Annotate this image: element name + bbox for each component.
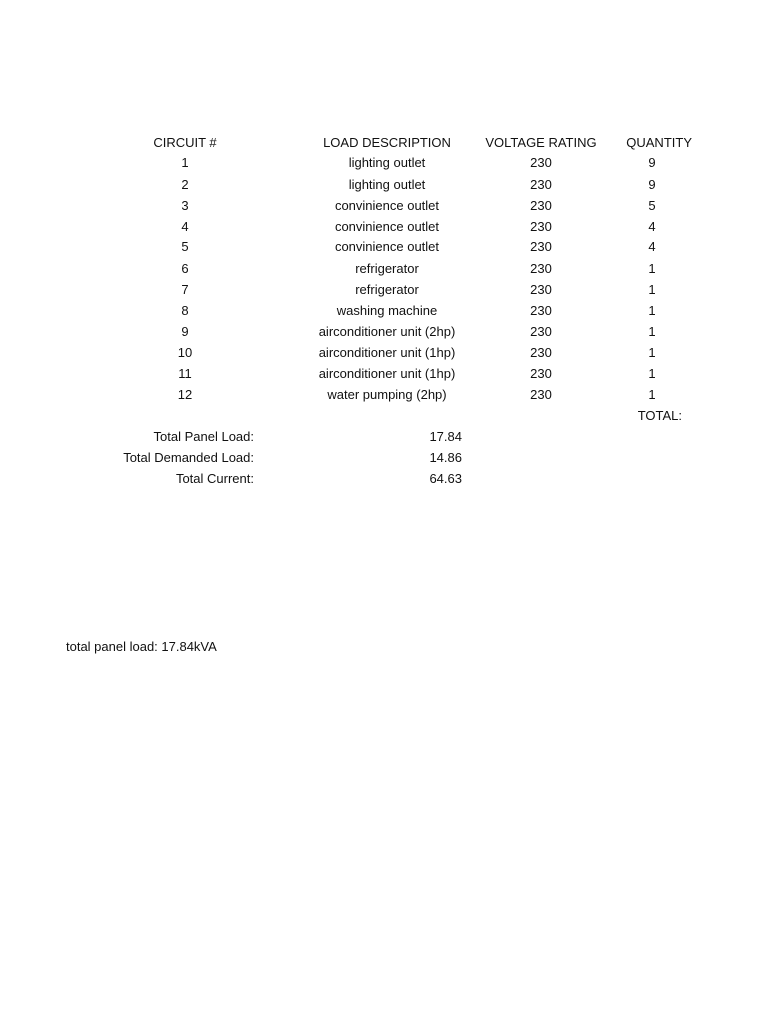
circuit-number: 4 — [181, 218, 189, 234]
load-description: washing machine — [336, 302, 438, 318]
header-circuit: CIRCUIT # — [153, 135, 217, 150]
quantity: 1 — [648, 365, 656, 381]
load-description: convinience outlet — [334, 218, 440, 234]
summary-row — [0, 448, 768, 468]
header-load-description: LOAD DESCRIPTION — [323, 135, 451, 150]
header-voltage-rating: VOLTAGE RATING — [485, 135, 597, 150]
summary-label-total-current: Total Current: — [175, 471, 254, 486]
voltage-rating: 230 — [530, 155, 552, 170]
load-description: refrigerator — [355, 281, 419, 297]
load-description: airconditioner unit (1hp) — [318, 344, 456, 360]
circuit-number: 11 — [178, 365, 192, 381]
table-row — [0, 364, 768, 384]
table-row — [0, 196, 768, 216]
quantity: 1 — [648, 260, 656, 276]
header-quantity: QUANTITY — [626, 135, 692, 150]
table-row — [0, 385, 768, 405]
quantity: 1 — [648, 323, 656, 339]
load-description: lighting outlet — [348, 176, 426, 192]
table-row — [0, 217, 768, 237]
table-row — [0, 175, 768, 195]
circuit-number: 7 — [181, 281, 189, 297]
quantity: 1 — [648, 344, 656, 360]
table-row — [0, 343, 768, 363]
quantity: 1 — [648, 302, 656, 318]
voltage-rating: 230 — [530, 197, 552, 213]
summary-label-total-demanded-load: Total Demanded Load: — [123, 450, 254, 465]
circuit-number: 2 — [181, 176, 189, 192]
load-description: lighting outlet — [348, 155, 426, 170]
quantity: 4 — [648, 218, 656, 234]
circuit-number: 10 — [177, 344, 193, 360]
circuit-number: 9 — [181, 323, 189, 339]
table-row — [0, 322, 768, 342]
load-description: airconditioner unit (1hp) — [318, 365, 456, 381]
load-description: airconditioner unit (2hp) — [318, 323, 456, 339]
quantity: 1 — [648, 387, 656, 402]
voltage-rating: 230 — [530, 239, 552, 254]
quantity: 4 — [648, 239, 656, 254]
total-label: TOTAL: — [637, 408, 682, 423]
summary-row — [0, 469, 768, 489]
total-panel-load-note: total panel load: 17.84kVA — [66, 639, 217, 654]
voltage-rating: 230 — [530, 344, 552, 360]
voltage-rating: 230 — [530, 323, 552, 339]
table-total-row — [0, 406, 768, 426]
voltage-rating: 230 — [530, 365, 552, 381]
summary-value-total-demanded-load: 14.86 — [429, 450, 462, 465]
voltage-rating: 230 — [530, 260, 552, 276]
table-header-row — [0, 133, 768, 153]
voltage-rating: 230 — [530, 387, 552, 402]
quantity: 9 — [648, 155, 656, 170]
quantity: 5 — [648, 197, 656, 213]
circuit-number: 12 — [177, 387, 193, 402]
summary-row — [0, 427, 768, 447]
circuit-number: 3 — [181, 197, 189, 213]
voltage-rating: 230 — [530, 176, 552, 192]
load-description: convinience outlet — [334, 197, 440, 213]
summary-value-total-current: 64.63 — [429, 471, 462, 486]
voltage-rating: 230 — [530, 218, 552, 234]
quantity: 1 — [648, 281, 656, 297]
summary-value-total-panel-load: 17.84 — [429, 429, 462, 444]
load-description: water pumping (2hp) — [327, 387, 447, 402]
circuit-number: 1 — [181, 155, 189, 170]
header-quantity-clip — [612, 133, 692, 153]
table-row — [0, 153, 768, 173]
load-description: convinience outlet — [334, 239, 440, 254]
circuit-number: 5 — [181, 239, 189, 254]
voltage-rating: 230 — [530, 302, 552, 318]
circuit-number: 6 — [181, 260, 189, 276]
table-row — [0, 259, 768, 279]
table-row — [0, 280, 768, 300]
circuit-number: 8 — [181, 302, 189, 318]
table-row — [0, 301, 768, 321]
summary-label-total-panel-load: Total Panel Load: — [153, 429, 254, 444]
voltage-rating: 230 — [530, 281, 552, 297]
table-row — [0, 237, 768, 257]
load-description: refrigerator — [355, 260, 419, 276]
quantity: 9 — [648, 176, 656, 192]
